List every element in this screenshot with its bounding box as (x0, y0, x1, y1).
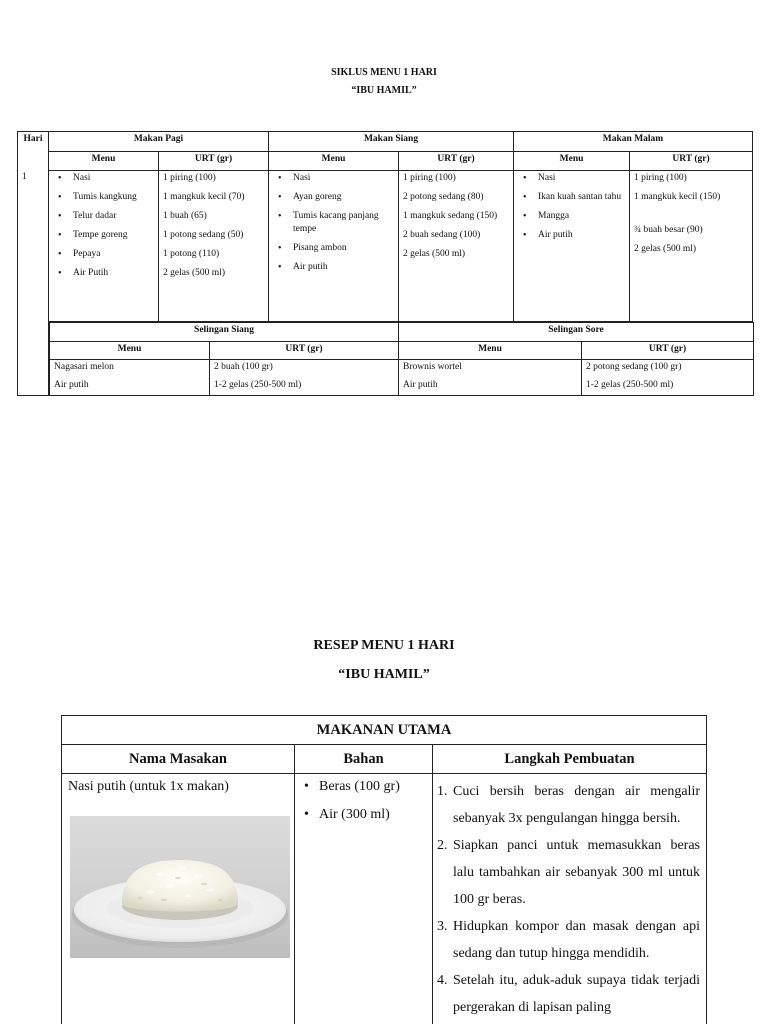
urt-value: 1 mangkuk sedang (150) (403, 211, 498, 222)
list-item: • Tumis kacang panjang tempe (273, 210, 394, 236)
siklus-menu-table (17, 131, 752, 396)
list-item: • Ayan goreng (273, 191, 394, 204)
header-selingan-sore: Selingan Sore (399, 322, 754, 341)
header-siang-menu: Menu (269, 152, 399, 171)
list-item: • Air Putih (53, 267, 154, 280)
urt-value: 1 buah (65) (163, 211, 207, 222)
urt-value: 1-2 gelas (250-500 ml) (586, 379, 674, 390)
menu-value: Brownis wortel (403, 361, 462, 372)
urt-value: 1-2 gelas (250-500 ml) (214, 379, 302, 390)
header-sel-sore-menu: Menu (399, 341, 582, 359)
menu-value: Nagasari melon (54, 361, 114, 372)
rice-plate-image (70, 816, 290, 958)
list-item: • Telur dadar (53, 210, 154, 223)
urt-value: 2 potong sedang (80) (403, 192, 484, 203)
dish-cell (61, 773, 295, 1024)
urt-value: 1 piring (100) (163, 173, 216, 184)
header-malam-menu: Menu (514, 152, 630, 171)
urt-value: 1 potong sedang (50) (163, 230, 244, 241)
list-item: • Air putih (273, 261, 394, 274)
header-hari: Hari (18, 132, 49, 396)
urt-value: 1 mangkuk kecil (70) (163, 192, 245, 203)
langkah-cell (432, 773, 707, 1024)
hari-value: 1 (22, 172, 27, 182)
malam-menu-cell (514, 171, 630, 322)
list-item: • Pisang ambon (273, 242, 394, 255)
header-pagi-menu: Menu (49, 152, 159, 171)
list-item: • Mangga (518, 210, 625, 223)
column-header-langkah: Langkah Pembuatan (432, 744, 707, 774)
header-makan-siang: Makan Siang (269, 132, 514, 152)
urt-value: 2 buah (100 gr) (214, 361, 273, 372)
urt-value: 2 gelas (500 ml) (634, 244, 697, 255)
header-sel-siang-menu: Menu (50, 341, 210, 359)
sel-siang-urt-cell (210, 359, 399, 395)
sel-siang-menu-cell (50, 359, 210, 395)
siklus-subtitle: “IBU HAMIL” (351, 85, 417, 96)
step-text: Siapkan panci untuk memasukkan beras lalu tambahkan air sebanyak 300 ml untuk 100 gr beras. (453, 838, 700, 907)
list-item: • Pepaya (53, 248, 154, 261)
step-text: Setelah itu, aduk-aduk supaya tidak terjadi pergerakan di lapisan paling (453, 973, 700, 1015)
step-text: Hidupkan kompor dan masak dengan api sedang dan tutup hingga mendidih. (453, 919, 700, 961)
siang-menu-cell (269, 171, 399, 322)
urt-value: 2 gelas (500 ml) (163, 268, 226, 279)
header-makan-pagi: Makan Pagi (49, 132, 269, 152)
pagi-menu-cell (49, 171, 159, 322)
list-item: • Nasi (518, 172, 625, 185)
urt-value: 2 potong sedang (100 gr) (586, 361, 682, 372)
menu-value: Air putih (403, 379, 438, 390)
header-sel-sore-urt: URT (gr) (582, 341, 754, 359)
list-item: • Tumis kangkung (53, 191, 154, 204)
dish-name: Nasi putih (untuk 1x makan) (68, 779, 229, 794)
list-item: 1. Cuci bersih beras dengan air mengalir sebanyak 3x pengulangan hingga bersih. (437, 784, 700, 826)
malam-urt-cell (630, 171, 753, 322)
resep-table (61, 715, 707, 1024)
pagi-urt-cell (159, 171, 269, 322)
bahan-cell (294, 773, 433, 1024)
header-siang-urt: URT (gr) (399, 152, 514, 171)
list-item: • Tempe goreng (53, 229, 154, 242)
header-makan-malam: Makan Malam (514, 132, 753, 152)
header-pagi-urt: URT (gr) (159, 152, 269, 171)
resep-title: RESEP MENU 1 HARI (313, 638, 455, 653)
list-item: 2. Siapkan panci untuk memasukkan beras lalu tambahkan air sebanyak 300 ml untuk 100 gr beras. (437, 838, 700, 907)
siang-urt-cell (399, 171, 514, 322)
urt-value: 1 potong (110) (163, 249, 220, 260)
sel-sore-menu-cell (399, 359, 582, 395)
list-item: 4. Setelah itu, aduk-aduk supaya tidak terjadi pergerakan di lapisan paling (437, 973, 700, 1015)
header-malam-urt: URT (gr) (630, 152, 753, 171)
column-header-bahan: Bahan (294, 744, 433, 774)
sel-sore-urt-cell (582, 359, 754, 395)
urt-value: ¾ buah besar (90) (634, 225, 703, 236)
menu-value: Air putih (54, 379, 89, 390)
urt-value: 2 gelas (500 ml) (403, 249, 466, 260)
list-item: • Air (300 ml) (303, 806, 428, 824)
header-selingan-siang: Selingan Siang (50, 322, 399, 341)
urt-value: 2 buah sedang (100) (403, 230, 481, 241)
list-item: • Ikan kuah santan tahu (518, 191, 625, 204)
urt-value: 1 mangkuk kecil (150) (634, 192, 721, 203)
resep-subtitle: “IBU HAMIL” (338, 667, 430, 682)
urt-value: 1 piring (100) (634, 173, 687, 184)
list-item: • Nasi (273, 172, 394, 185)
section-header: MAKANAN UTAMA (61, 715, 707, 745)
header-sel-siang-urt: URT (gr) (210, 341, 399, 359)
list-item: • Nasi (53, 172, 154, 185)
list-item: • Air putih (518, 229, 625, 242)
siklus-title: SIKLUS MENU 1 HARI (331, 67, 437, 78)
list-item: 3. Hidupkan kompor dan masak dengan api sedang dan tutup hingga mendidih. (437, 919, 700, 961)
urt-value: 1 piring (100) (403, 173, 456, 184)
step-text: Cuci bersih beras dengan air mengalir sebanyak 3x pengulangan hingga bersih. (453, 784, 700, 826)
column-header-nama: Nama Masakan (61, 744, 295, 774)
list-item: • Beras (100 gr) (303, 778, 428, 796)
